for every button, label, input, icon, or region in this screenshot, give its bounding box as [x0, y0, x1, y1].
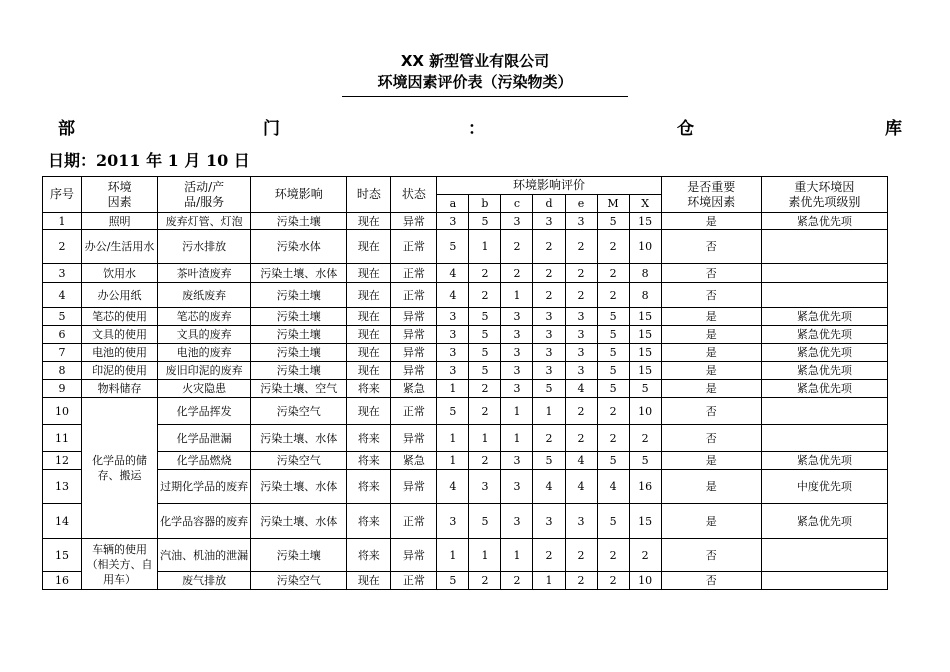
- cell-impact: 污染土壤、水体: [251, 470, 347, 504]
- cell-score-c: 2: [501, 264, 533, 283]
- cell-score-d: 3: [533, 308, 565, 326]
- cell-score-d: 2: [533, 283, 565, 308]
- header-factor: 环境 因素: [82, 177, 158, 213]
- cell-significant: 否: [661, 264, 761, 283]
- cell-score-e: 2: [565, 572, 597, 590]
- header-priority: 重大环境因 素优先项级别: [761, 177, 887, 213]
- cell-priority: 紧急优先项: [761, 504, 887, 539]
- cell-score-m: 5: [597, 308, 629, 326]
- cell-score-e: 3: [565, 362, 597, 380]
- dept-colon: ：: [468, 119, 485, 139]
- cell-activity: 文具的废弃: [158, 326, 251, 344]
- cell-score-m: 2: [597, 264, 629, 283]
- cell-priority: 紧急优先项: [761, 326, 887, 344]
- cell-score-x: 5: [629, 452, 661, 470]
- cell-score-b: 5: [469, 213, 501, 230]
- cell-score-m: 2: [597, 283, 629, 308]
- cell-state: 异常: [391, 362, 437, 380]
- cell-score-x: 15: [629, 308, 661, 326]
- cell-significant: 是: [661, 344, 761, 362]
- cell-state: 紧急: [391, 380, 437, 398]
- cell-score-x: 2: [629, 539, 661, 572]
- cell-score-a: 5: [437, 572, 469, 590]
- cell-tense: 将来: [347, 452, 391, 470]
- dept-char-4: 库: [885, 119, 902, 139]
- cell-state: 正常: [391, 504, 437, 539]
- cell-score-m: 5: [597, 213, 629, 230]
- cell-factor: 车辆的使用（相关方、自用车）: [82, 539, 158, 590]
- header-col-m: M: [597, 195, 629, 213]
- cell-score-x: 15: [629, 326, 661, 344]
- cell-score-b: 5: [469, 344, 501, 362]
- cell-significant: 否: [661, 283, 761, 308]
- cell-score-e: 3: [565, 308, 597, 326]
- cell-score-m: 5: [597, 504, 629, 539]
- cell-score-m: 5: [597, 362, 629, 380]
- cell-score-d: 1: [533, 572, 565, 590]
- cell-impact: 污染土壤: [251, 213, 347, 230]
- cell-score-d: 3: [533, 326, 565, 344]
- cell-activity: 过期化学品的废弃: [158, 470, 251, 504]
- cell-score-c: 3: [501, 380, 533, 398]
- cell-score-a: 1: [437, 452, 469, 470]
- evaluation-table: [42, 176, 888, 590]
- cell-score-x: 2: [629, 425, 661, 452]
- cell-activity: 废弃灯管、灯泡: [158, 213, 251, 230]
- cell-tense: 将来: [347, 380, 391, 398]
- cell-seq: 3: [43, 264, 82, 283]
- date-line: 日期：2011 年 1 月 10 日: [48, 151, 250, 170]
- table-row: [43, 425, 888, 452]
- cell-score-m: 5: [597, 326, 629, 344]
- cell-score-d: 2: [533, 425, 565, 452]
- cell-priority: 紧急优先项: [761, 308, 887, 326]
- dept-char-2: 门: [263, 119, 280, 139]
- cell-score-a: 4: [437, 283, 469, 308]
- cell-activity: 化学品燃烧: [158, 452, 251, 470]
- table-row: [43, 504, 888, 539]
- cell-significant: 否: [661, 539, 761, 572]
- cell-impact: 污染空气: [251, 398, 347, 425]
- cell-significant: 是: [661, 452, 761, 470]
- cell-score-c: 2: [501, 572, 533, 590]
- cell-impact: 污染土壤、水体: [251, 504, 347, 539]
- cell-score-b: 5: [469, 362, 501, 380]
- table-row: [43, 398, 888, 425]
- cell-score-d: 3: [533, 362, 565, 380]
- cell-activity: 废气排放: [158, 572, 251, 590]
- cell-score-c: 3: [501, 326, 533, 344]
- cell-score-x: 15: [629, 344, 661, 362]
- cell-factor: 笔芯的使用: [82, 308, 158, 326]
- cell-seq: 4: [43, 283, 82, 308]
- cell-score-e: 2: [565, 264, 597, 283]
- cell-tense: 将来: [347, 539, 391, 572]
- cell-score-a: 1: [437, 539, 469, 572]
- company-name: XX 新型管业有限公司: [400, 52, 550, 70]
- cell-tense: 现在: [347, 362, 391, 380]
- cell-tense: 现在: [347, 213, 391, 230]
- cell-score-m: 2: [597, 425, 629, 452]
- form-title: 环境因素评价表（污染物类）: [377, 73, 573, 91]
- cell-priority: [761, 539, 887, 572]
- table-row: [43, 470, 888, 504]
- cell-score-d: 2: [533, 230, 565, 264]
- cell-score-e: 2: [565, 230, 597, 264]
- header-activity: 活动/产 品/服务: [158, 177, 251, 213]
- cell-score-c: 3: [501, 470, 533, 504]
- cell-score-c: 3: [501, 344, 533, 362]
- cell-score-d: 3: [533, 504, 565, 539]
- table-row: [43, 283, 888, 308]
- header-col-c: c: [501, 195, 533, 213]
- table-header: [43, 177, 888, 213]
- table-row: [43, 539, 888, 572]
- cell-score-b: 1: [469, 230, 501, 264]
- cell-score-m: 4: [597, 470, 629, 504]
- cell-seq: 12: [43, 452, 82, 470]
- cell-factor: 文具的使用: [82, 326, 158, 344]
- cell-score-a: 5: [437, 230, 469, 264]
- cell-seq: 16: [43, 572, 82, 590]
- cell-score-d: 2: [533, 264, 565, 283]
- table-row: [43, 344, 888, 362]
- cell-factor: 印泥的使用: [82, 362, 158, 380]
- cell-score-b: 2: [469, 572, 501, 590]
- header-col-x: X: [629, 195, 661, 213]
- cell-tense: 将来: [347, 425, 391, 452]
- cell-score-m: 5: [597, 344, 629, 362]
- table-row: [43, 362, 888, 380]
- cell-score-e: 2: [565, 539, 597, 572]
- cell-score-m: 2: [597, 230, 629, 264]
- table-row: [43, 452, 888, 470]
- dept-char-1: 部: [58, 119, 75, 139]
- cell-impact: 污染土壤: [251, 539, 347, 572]
- table-body: [43, 213, 888, 590]
- cell-score-b: 2: [469, 283, 501, 308]
- cell-state: 紧急: [391, 452, 437, 470]
- cell-impact: 污染土壤、水体: [251, 264, 347, 283]
- cell-impact: 污染土壤: [251, 326, 347, 344]
- cell-score-b: 1: [469, 425, 501, 452]
- cell-seq: 14: [43, 504, 82, 539]
- cell-score-b: 2: [469, 452, 501, 470]
- cell-score-e: 4: [565, 470, 597, 504]
- cell-priority: [761, 230, 887, 264]
- header-col-a: a: [437, 195, 469, 213]
- cell-score-e: 4: [565, 380, 597, 398]
- cell-score-m: 2: [597, 539, 629, 572]
- cell-score-x: 15: [629, 504, 661, 539]
- cell-score-b: 1: [469, 539, 501, 572]
- cell-score-b: 3: [469, 470, 501, 504]
- header-col-e: e: [565, 195, 597, 213]
- header-col-d: d: [533, 195, 565, 213]
- cell-priority: [761, 283, 887, 308]
- header-significant: 是否重要 环境因素: [661, 177, 761, 213]
- cell-tense: 现在: [347, 398, 391, 425]
- cell-score-b: 2: [469, 398, 501, 425]
- cell-score-c: 1: [501, 398, 533, 425]
- cell-significant: 是: [661, 326, 761, 344]
- cell-factor: 电池的使用: [82, 344, 158, 362]
- cell-significant: 是: [661, 380, 761, 398]
- cell-score-a: 3: [437, 362, 469, 380]
- cell-seq: 6: [43, 326, 82, 344]
- cell-factor: 照明: [82, 213, 158, 230]
- table-row: [43, 380, 888, 398]
- cell-score-a: 5: [437, 398, 469, 425]
- table-row: [43, 326, 888, 344]
- cell-score-x: 15: [629, 362, 661, 380]
- cell-score-c: 1: [501, 425, 533, 452]
- cell-state: 正常: [391, 264, 437, 283]
- cell-impact: 污染空气: [251, 452, 347, 470]
- cell-score-a: 3: [437, 344, 469, 362]
- cell-priority: [761, 572, 887, 590]
- cell-score-c: 2: [501, 230, 533, 264]
- cell-activity: 化学品容器的废弃: [158, 504, 251, 539]
- cell-score-c: 3: [501, 362, 533, 380]
- cell-impact: 污染土壤、空气: [251, 380, 347, 398]
- cell-score-m: 2: [597, 398, 629, 425]
- cell-significant: 是: [661, 470, 761, 504]
- cell-seq: 8: [43, 362, 82, 380]
- cell-score-b: 2: [469, 380, 501, 398]
- cell-score-m: 5: [597, 380, 629, 398]
- cell-activity: 笔芯的废弃: [158, 308, 251, 326]
- cell-seq: 10: [43, 398, 82, 425]
- cell-score-c: 1: [501, 283, 533, 308]
- cell-tense: 现在: [347, 308, 391, 326]
- cell-state: 异常: [391, 539, 437, 572]
- cell-impact: 污染空气: [251, 572, 347, 590]
- cell-score-m: 5: [597, 452, 629, 470]
- cell-score-a: 3: [437, 308, 469, 326]
- cell-significant: 是: [661, 504, 761, 539]
- cell-impact: 污染土壤: [251, 283, 347, 308]
- table-row: [43, 308, 888, 326]
- dept-char-3: 仓: [677, 119, 694, 139]
- cell-activity: 电池的废弃: [158, 344, 251, 362]
- cell-impact: 污染土壤: [251, 308, 347, 326]
- cell-factor: 办公/生活用水: [82, 230, 158, 264]
- header-eval: 环境影响评价: [437, 177, 661, 195]
- cell-seq: 2: [43, 230, 82, 264]
- cell-seq: 7: [43, 344, 82, 362]
- cell-score-b: 5: [469, 326, 501, 344]
- cell-seq: 15: [43, 539, 82, 572]
- cell-score-e: 3: [565, 504, 597, 539]
- cell-score-c: 3: [501, 213, 533, 230]
- cell-significant: 是: [661, 362, 761, 380]
- cell-score-d: 5: [533, 452, 565, 470]
- cell-score-d: 1: [533, 398, 565, 425]
- cell-score-m: 2: [597, 572, 629, 590]
- cell-tense: 现在: [347, 344, 391, 362]
- cell-priority: 紧急优先项: [761, 452, 887, 470]
- cell-score-x: 10: [629, 230, 661, 264]
- cell-state: 正常: [391, 230, 437, 264]
- cell-activity: 废旧印泥的废弃: [158, 362, 251, 380]
- cell-activity: 火灾隐患: [158, 380, 251, 398]
- cell-seq: 1: [43, 213, 82, 230]
- cell-activity: 污水排放: [158, 230, 251, 264]
- cell-score-e: 4: [565, 452, 597, 470]
- header-col-b: b: [469, 195, 501, 213]
- cell-score-e: 2: [565, 425, 597, 452]
- cell-factor: 饮用水: [82, 264, 158, 283]
- cell-score-b: 5: [469, 504, 501, 539]
- cell-score-e: 3: [565, 213, 597, 230]
- cell-state: 异常: [391, 308, 437, 326]
- cell-significant: 否: [661, 572, 761, 590]
- cell-score-b: 5: [469, 308, 501, 326]
- table-row: [43, 230, 888, 264]
- cell-impact: 污染土壤: [251, 344, 347, 362]
- header-impact: 环境影响: [251, 177, 347, 213]
- cell-priority: [761, 425, 887, 452]
- cell-score-x: 5: [629, 380, 661, 398]
- cell-state: 异常: [391, 425, 437, 452]
- cell-state: 异常: [391, 213, 437, 230]
- cell-tense: 将来: [347, 470, 391, 504]
- cell-state: 正常: [391, 572, 437, 590]
- cell-seq: 9: [43, 380, 82, 398]
- header-state: 状态: [391, 177, 437, 213]
- cell-score-a: 1: [437, 425, 469, 452]
- cell-seq: 13: [43, 470, 82, 504]
- cell-score-x: 10: [629, 398, 661, 425]
- cell-state: 异常: [391, 326, 437, 344]
- cell-score-c: 3: [501, 452, 533, 470]
- cell-activity: 汽油、机油的泄漏: [158, 539, 251, 572]
- cell-score-b: 2: [469, 264, 501, 283]
- cell-tense: 现在: [347, 264, 391, 283]
- table-row: [43, 264, 888, 283]
- cell-impact: 污染土壤: [251, 362, 347, 380]
- cell-score-d: 3: [533, 213, 565, 230]
- cell-priority: 中度优先项: [761, 470, 887, 504]
- cell-tense: 将来: [347, 504, 391, 539]
- header-seq: 序号: [43, 177, 82, 213]
- cell-score-a: 4: [437, 264, 469, 283]
- cell-priority: 紧急优先项: [761, 213, 887, 230]
- cell-score-x: 10: [629, 572, 661, 590]
- cell-score-x: 8: [629, 264, 661, 283]
- cell-score-d: 3: [533, 344, 565, 362]
- cell-activity: 化学品挥发: [158, 398, 251, 425]
- cell-tense: 现在: [347, 283, 391, 308]
- cell-activity: 废纸废弃: [158, 283, 251, 308]
- cell-significant: 是: [661, 308, 761, 326]
- cell-score-e: 3: [565, 326, 597, 344]
- cell-score-e: 2: [565, 283, 597, 308]
- cell-state: 正常: [391, 283, 437, 308]
- cell-significant: 是: [661, 213, 761, 230]
- cell-score-d: 2: [533, 539, 565, 572]
- cell-score-a: 1: [437, 380, 469, 398]
- cell-score-c: 3: [501, 308, 533, 326]
- cell-activity: 茶叶渣废弃: [158, 264, 251, 283]
- cell-priority: [761, 264, 887, 283]
- cell-score-a: 3: [437, 504, 469, 539]
- cell-significant: 否: [661, 398, 761, 425]
- cell-significant: 否: [661, 425, 761, 452]
- cell-score-e: 2: [565, 398, 597, 425]
- cell-score-d: 5: [533, 380, 565, 398]
- cell-state: 异常: [391, 344, 437, 362]
- cell-factor: 办公用纸: [82, 283, 158, 308]
- cell-score-a: 3: [437, 213, 469, 230]
- cell-score-a: 4: [437, 470, 469, 504]
- cell-score-c: 3: [501, 504, 533, 539]
- cell-score-x: 16: [629, 470, 661, 504]
- cell-impact: 污染水体: [251, 230, 347, 264]
- cell-priority: 紧急优先项: [761, 344, 887, 362]
- cell-score-e: 3: [565, 344, 597, 362]
- cell-significant: 否: [661, 230, 761, 264]
- cell-seq: 11: [43, 425, 82, 452]
- cell-score-a: 3: [437, 326, 469, 344]
- cell-priority: 紧急优先项: [761, 380, 887, 398]
- cell-tense: 现在: [347, 230, 391, 264]
- cell-priority: [761, 398, 887, 425]
- cell-factor: 物料储存: [82, 380, 158, 398]
- cell-score-c: 1: [501, 539, 533, 572]
- cell-score-x: 15: [629, 213, 661, 230]
- table-row: [43, 572, 888, 590]
- cell-state: 异常: [391, 470, 437, 504]
- cell-state: 正常: [391, 398, 437, 425]
- title-underline: [342, 96, 628, 97]
- header-tense: 时态: [347, 177, 391, 213]
- cell-score-x: 8: [629, 283, 661, 308]
- cell-priority: 紧急优先项: [761, 362, 887, 380]
- table-row: [43, 213, 888, 230]
- cell-score-d: 4: [533, 470, 565, 504]
- cell-activity: 化学品泄漏: [158, 425, 251, 452]
- cell-tense: 现在: [347, 572, 391, 590]
- cell-factor: 化学品的储存、搬运: [82, 398, 158, 539]
- cell-seq: 5: [43, 308, 82, 326]
- cell-impact: 污染土壤、水体: [251, 425, 347, 452]
- cell-tense: 现在: [347, 326, 391, 344]
